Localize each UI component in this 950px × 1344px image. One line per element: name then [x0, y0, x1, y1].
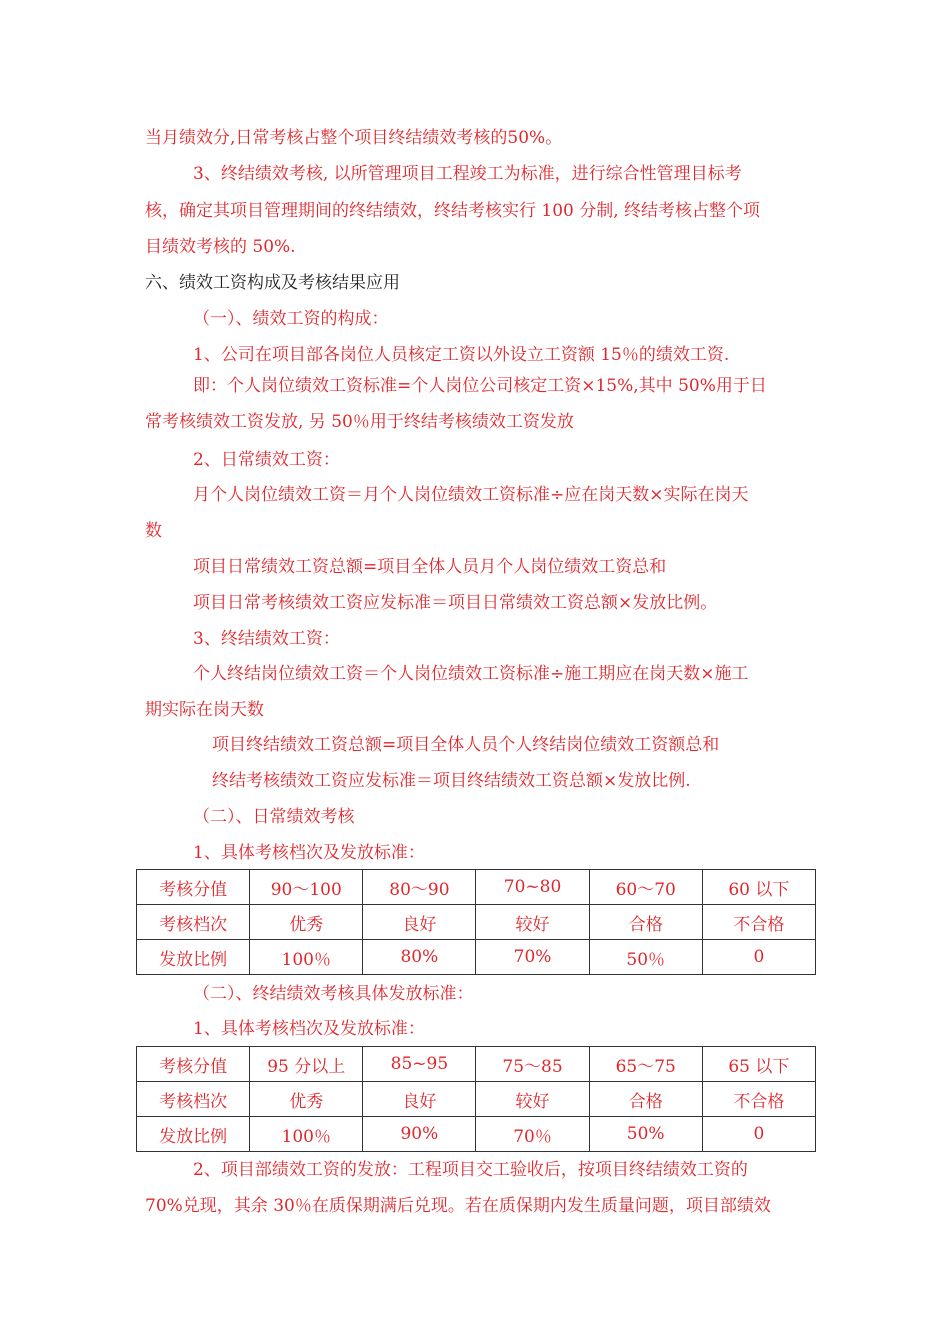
paragraph: 2、项目部绩效工资的发放：工程项目交工验收后，按项目终结绩效工资的: [193, 1160, 748, 1180]
table-cell: 0: [702, 940, 815, 975]
table-cell: 100％: [250, 940, 363, 975]
paragraph: 即：个人岗位绩效工资标准=个人岗位公司核定工资×15%,其中 50%用于日: [193, 376, 767, 396]
paragraph: 1、公司在项目部各岗位人员核定工资以外设立工资额 15％的绩效工资.: [193, 345, 730, 365]
table-cell: 优秀: [250, 1082, 363, 1117]
paragraph: 目绩效考核的 50%.: [145, 237, 296, 257]
table-cell: 优秀: [250, 905, 363, 940]
table-cell: 90～100: [250, 870, 363, 905]
formula: 项目日常考核绩效工资应发标准＝项目日常绩效工资总额×发放比例。: [193, 593, 718, 613]
table-row: [137, 870, 816, 905]
table-cell: 考核档次: [137, 1082, 250, 1117]
table-cell: 80～90: [363, 870, 476, 905]
table-cell: 较好: [476, 905, 589, 940]
final-grade-table: [136, 1046, 816, 1152]
subsection-heading: （二）、日常绩效考核: [193, 807, 355, 827]
paragraph: 常考核绩效工资发放, 另 50％用于终结考核绩效工资发放: [145, 412, 574, 432]
table-cell: 100％: [250, 1117, 363, 1152]
table-cell: 考核档次: [137, 905, 250, 940]
table-cell: 发放比例: [137, 940, 250, 975]
table-cell: 较好: [476, 1082, 589, 1117]
table-row: [137, 1082, 816, 1117]
paragraph: 3、终结绩效考核, 以所管理项目工程竣工为标准，进行综合性管理目标考: [193, 164, 742, 184]
table-cell: 考核分值: [137, 870, 250, 905]
paragraph: 3、终结绩效工资：: [193, 629, 340, 649]
formula: 月个人岗位绩效工资＝月个人岗位绩效工资标准÷应在岗天数×实际在岗天: [193, 485, 749, 505]
table-cell: 0: [702, 1117, 815, 1152]
section-heading: 六、绩效工资构成及考核结果应用: [145, 273, 400, 293]
table-cell: 合格: [589, 1082, 702, 1117]
table-cell: 70％: [476, 1117, 589, 1152]
table-row: [137, 1047, 816, 1082]
formula: 项目终结绩效工资总额=项目全体人员个人终结岗位绩效工资额总和: [212, 735, 720, 755]
subsection-heading: （一）、绩效工资的构成：: [193, 309, 389, 329]
subsection-heading: （二）、终结绩效考核具体发放标准：: [193, 984, 474, 1004]
table-cell: 85~95: [363, 1047, 476, 1082]
formula: 期实际在岗天数: [145, 700, 264, 720]
table-row: [137, 1117, 816, 1152]
paragraph: 1、具体考核档次及发放标准：: [193, 1019, 425, 1039]
table-cell: 不合格: [702, 905, 815, 940]
formula: 数: [145, 521, 162, 541]
paragraph: 当月绩效分,日常考核占整个项目终结绩效考核的50%。: [145, 128, 563, 148]
formula: 个人终结岗位绩效工资＝个人岗位绩效工资标准÷施工期应在岗天数×施工: [193, 664, 749, 684]
table-cell: 发放比例: [137, 1117, 250, 1152]
table-cell: 良好: [363, 905, 476, 940]
paragraph: 2、日常绩效工资：: [193, 450, 340, 470]
paragraph: 70%兑现，其余 30％在质保期满后兑现。若在质保期内发生质量问题，项目部绩效: [145, 1196, 771, 1216]
table-row: [137, 905, 816, 940]
table-cell: 80%: [363, 940, 476, 975]
paragraph: 1、具体考核档次及发放标准：: [193, 843, 425, 863]
table-cell: 70~80: [476, 870, 589, 905]
daily-grade-table: [136, 869, 816, 975]
table-cell: 65 以下: [702, 1047, 815, 1082]
table-cell: 良好: [363, 1082, 476, 1117]
table-cell: 50%: [589, 1117, 702, 1152]
table-cell: 75～85: [476, 1047, 589, 1082]
table-cell: 不合格: [702, 1082, 815, 1117]
table-cell: 95 分以上: [250, 1047, 363, 1082]
table-cell: 60～70: [589, 870, 702, 905]
table-cell: 合格: [589, 905, 702, 940]
table-cell: 90%: [363, 1117, 476, 1152]
table-row: [137, 940, 816, 975]
table-cell: 70%: [476, 940, 589, 975]
table-cell: 50％: [589, 940, 702, 975]
formula: 项目日常绩效工资总额=项目全体人员月个人岗位绩效工资总和: [193, 557, 667, 577]
paragraph: 核，确定其项目管理期间的终结绩效，终结考核实行 100 分制, 终结考核占整个项: [145, 201, 761, 221]
table-cell: 65～75: [589, 1047, 702, 1082]
table-cell: 考核分值: [137, 1047, 250, 1082]
table-cell: 60 以下: [702, 870, 815, 905]
formula: 终结考核绩效工资应发标准＝项目终结绩效工资总额×发放比例.: [212, 771, 691, 791]
